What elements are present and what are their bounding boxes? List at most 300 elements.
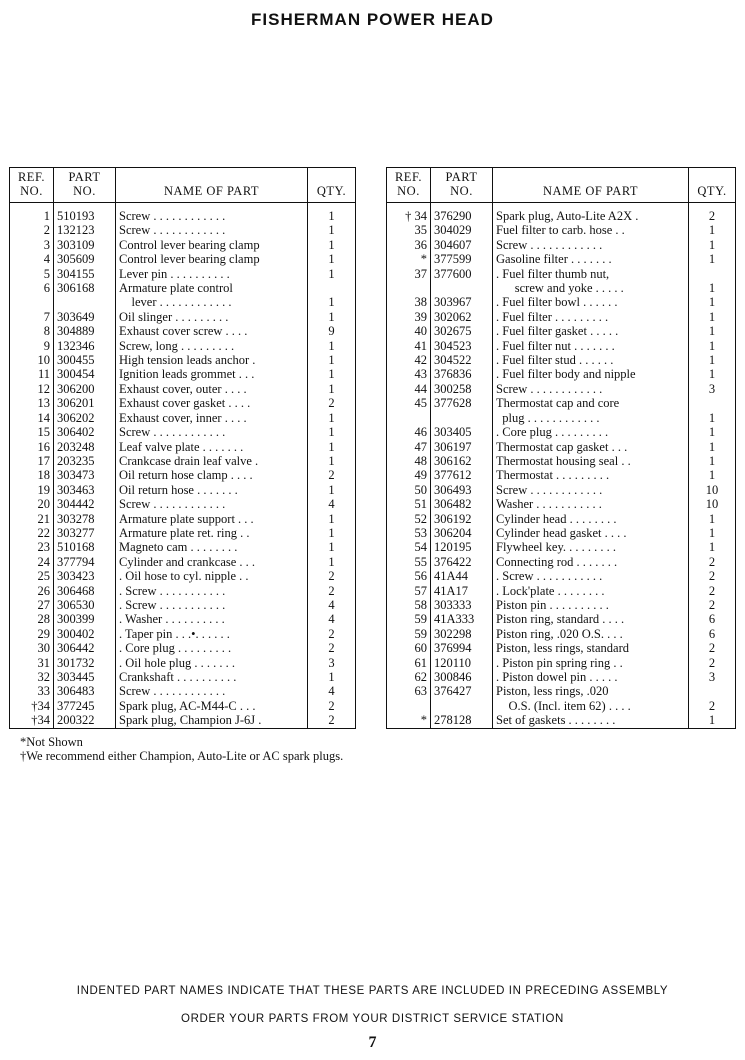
qty-cell: 9 [308,324,356,338]
name-of-part-cell: Exhaust cover screw . . . . [116,324,308,338]
part-no-cell: 303423 [54,569,116,583]
ref-cell: 12 [10,382,54,396]
parts-table-right [386,167,736,729]
part-no-cell: 303405 [431,425,493,439]
ref-cell: 2 [10,223,54,237]
table-row [10,468,356,482]
part-no-cell: 306402 [54,425,116,439]
part-no-cell: 377599 [431,252,493,266]
part-no-cell: 376290 [431,209,493,223]
ref-cell: 38 [387,295,431,309]
name-of-part-cell: . Lock'plate . . . . . . . . [493,584,689,598]
part-no-cell: 377600 [431,267,493,281]
qty-cell: 1 [689,512,736,526]
table-row [10,425,356,439]
qty-cell: 2 [308,468,356,482]
name-of-part-cell: High tension leads anchor . [116,353,308,367]
name-of-part-cell: Thermostat housing seal . . [493,454,689,468]
name-of-part-cell: Screw . . . . . . . . . . . . [116,209,308,223]
name-of-part-cell: Leaf valve plate . . . . . . . [116,440,308,454]
qty-cell: 1 [689,295,736,309]
name-of-part-cell: Screw . . . . . . . . . . . . [493,238,689,252]
name-of-part-cell: . Piston dowel pin . . . . . [493,670,689,684]
name-of-part-header: NAME OF PART [493,168,689,203]
name-of-part-cell: Set of gaskets . . . . . . . . [493,713,689,728]
ref-cell: 7 [10,310,54,324]
name-of-part-cell: Screw . . . . . . . . . . . . [493,382,689,396]
qty-cell: 1 [308,295,356,309]
qty-cell: 1 [689,468,736,482]
name-of-part-cell: Screw . . . . . . . . . . . . [116,425,308,439]
ref-cell: 49 [387,468,431,482]
ref-cell: 40 [387,324,431,338]
name-of-part-cell: Crankcase drain leaf valve . [116,454,308,468]
part-no-cell: 304442 [54,497,116,511]
name-of-part-cell: Oil return hose . . . . . . . [116,483,308,497]
table-row [10,267,356,281]
name-of-part-cell: Armature plate control [116,281,308,295]
part-no-cell: 278128 [431,713,493,728]
qty-cell: 1 [689,540,736,554]
part-no-cell: 303109 [54,238,116,252]
parts-table-left-body [10,203,356,729]
qty-cell: 2 [308,396,356,410]
table-row [10,367,356,381]
name-of-part-cell: . Oil hole plug . . . . . . . [116,656,308,670]
table-row [387,382,736,396]
table-row [387,612,736,626]
table-row [10,497,356,511]
name-of-part-cell: Cylinder head gasket . . . . [493,526,689,540]
part-no-cell: 306493 [431,483,493,497]
qty-cell: 3 [689,670,736,684]
order-parts-note: ORDER YOUR PARTS FROM YOUR DISTRICT SERVICE STATION [181,1013,564,1025]
name-of-part-cell: Spark plug, AC-M44-C . . . [116,699,308,713]
part-no-cell: 306162 [431,454,493,468]
qty-cell: 1 [689,440,736,454]
name-of-part-cell: . Fuel filter body and nipple [493,367,689,381]
part-no-cell [431,281,493,295]
name-of-part-cell: Cylinder head . . . . . . . . [493,512,689,526]
name-of-part-cell: Screw . . . . . . . . . . . . [116,223,308,237]
part-no-cell: 304523 [431,339,493,353]
part-no-cell: 377794 [54,555,116,569]
part-no-cell: 303278 [54,512,116,526]
qty-cell: 1 [308,367,356,381]
table-row [387,699,736,713]
qty-cell: 1 [689,281,736,295]
table-row [10,612,356,626]
table-row [387,684,736,698]
ref-cell: 14 [10,411,54,425]
name-of-part-cell: O.S. (Incl. item 62) . . . . [493,699,689,713]
table-row [10,339,356,353]
part-no-cell: 306530 [54,598,116,612]
table-row [387,468,736,482]
part-no-cell: 302298 [431,627,493,641]
ref-no-header: REF. NO. [387,168,431,203]
ref-cell [387,411,431,425]
table-row [10,699,356,713]
table-row [387,483,736,497]
ref-cell: 54 [387,540,431,554]
ref-cell: 25 [10,569,54,583]
table-row [387,367,736,381]
name-of-part-cell: . Fuel filter bowl . . . . . . [493,295,689,309]
table-row [10,483,356,497]
part-no-cell: 306168 [54,281,116,295]
qty-cell: 1 [308,540,356,554]
ref-cell: 46 [387,425,431,439]
name-of-part-cell: Screw . . . . . . . . . . . . [116,684,308,698]
table-row [387,238,736,252]
qty-cell: 1 [308,454,356,468]
table-row [10,454,356,468]
name-of-part-cell: . Washer . . . . . . . . . . [116,612,308,626]
part-no-cell: 120195 [431,540,493,554]
qty-cell: 4 [308,598,356,612]
table-row [387,569,736,583]
table-row [10,584,356,598]
part-no-cell: 510168 [54,540,116,554]
qty-cell: 2 [308,641,356,655]
parts-table-right-body [387,203,736,729]
qty-cell: 6 [689,612,736,626]
qty-cell: 2 [308,627,356,641]
part-no-cell: 200322 [54,713,116,728]
name-of-part-cell: . Core plug . . . . . . . . . [116,641,308,655]
table-row [10,512,356,526]
table-row [10,540,356,554]
qty-cell: 2 [689,699,736,713]
name-of-part-cell: . Screw . . . . . . . . . . . [493,569,689,583]
ref-cell: 8 [10,324,54,338]
name-of-part-cell: . Fuel filter . . . . . . . . . [493,310,689,324]
ref-cell: 62 [387,670,431,684]
part-no-cell: 306483 [54,684,116,698]
part-no-cell: 300402 [54,627,116,641]
table-row [387,656,736,670]
qty-cell: 2 [689,641,736,655]
qty-cell: 1 [689,526,736,540]
ref-cell: 63 [387,684,431,698]
part-no-cell: 302675 [431,324,493,338]
name-of-part-cell: Piston, less rings, .020 [493,684,689,698]
table-row [387,713,736,728]
qty-cell: 1 [689,310,736,324]
qty-cell [689,684,736,698]
qty-cell: 1 [689,713,736,728]
table-row [387,324,736,338]
part-no-cell: 304607 [431,238,493,252]
name-of-part-cell: Piston ring, .020 O.S. . . . [493,627,689,641]
name-of-part-cell: . Fuel filter thumb nut, [493,267,689,281]
table-row [387,670,736,684]
part-no-cell: 302062 [431,310,493,324]
ref-cell: 1 [10,209,54,223]
ref-cell: 3 [10,238,54,252]
ref-cell: 57 [387,584,431,598]
part-no-cell: 301732 [54,656,116,670]
ref-cell: 11 [10,367,54,381]
qty-cell [308,281,356,295]
table-row [10,440,356,454]
ref-cell: 29 [10,627,54,641]
ref-cell [387,281,431,295]
part-no-cell: 377245 [54,699,116,713]
name-of-part-cell: Thermostat . . . . . . . . . [493,468,689,482]
qty-cell: 2 [308,569,356,583]
qty-cell: 1 [689,339,736,353]
name-of-part-cell: Oil return hose clamp . . . . [116,468,308,482]
table-row [10,627,356,641]
ref-cell: 37 [387,267,431,281]
qty-cell [689,396,736,410]
name-of-part-cell: Control lever bearing clamp [116,238,308,252]
qty-cell: 1 [689,411,736,425]
part-no-cell: 304522 [431,353,493,367]
table-row [10,396,356,410]
ref-cell: 15 [10,425,54,439]
part-no-header: PART NO. [431,168,493,203]
part-no-cell: 377612 [431,468,493,482]
part-no-cell [54,295,116,309]
table-row [10,238,356,252]
ref-cell: 5 [10,267,54,281]
ref-cell: 18 [10,468,54,482]
qty-cell: 1 [308,339,356,353]
ref-cell: 23 [10,540,54,554]
ref-cell: 6 [10,281,54,295]
name-of-part-cell: Thermostat cap and core [493,396,689,410]
name-of-part-cell: plug . . . . . . . . . . . . [493,411,689,425]
name-of-part-cell: . Screw . . . . . . . . . . . [116,598,308,612]
qty-cell: 2 [308,699,356,713]
part-no-cell: 303967 [431,295,493,309]
table-row [10,252,356,266]
name-of-part-cell: . Core plug . . . . . . . . . [493,425,689,439]
table-row [10,295,356,309]
qty-cell: 4 [308,684,356,698]
table-row [10,281,356,295]
ref-cell: 17 [10,454,54,468]
name-of-part-cell: Piston pin . . . . . . . . . . [493,598,689,612]
name-of-part-cell: Crankshaft . . . . . . . . . . [116,670,308,684]
ref-no-header: REF. NO. [10,168,54,203]
ref-cell: 53 [387,526,431,540]
ref-cell: 24 [10,555,54,569]
part-no-cell: 41A333 [431,612,493,626]
ref-cell: † 34 [387,209,431,223]
qty-cell: 2 [308,713,356,728]
name-of-part-cell: Screw . . . . . . . . . . . . [493,483,689,497]
part-no-cell: 41A17 [431,584,493,598]
part-no-cell: 376836 [431,367,493,381]
qty-cell: 2 [689,656,736,670]
table-row [10,223,356,237]
ref-cell: 55 [387,555,431,569]
part-no-cell: 300454 [54,367,116,381]
qty-cell: 1 [689,425,736,439]
ref-cell: 45 [387,396,431,410]
qty-cell: 1 [308,483,356,497]
ref-cell: 27 [10,598,54,612]
name-of-part-cell: Ignition leads grommet . . . [116,367,308,381]
part-no-cell: 120110 [431,656,493,670]
qty-cell: 4 [308,612,356,626]
part-no-cell [431,699,493,713]
table-row [387,353,736,367]
ref-cell: * [387,252,431,266]
ref-cell: 59 [387,612,431,626]
name-of-part-cell: Fuel filter to carb. hose . . [493,223,689,237]
part-no-cell: 306202 [54,411,116,425]
table-row [10,656,356,670]
qty-cell: 1 [308,526,356,540]
ref-cell: 21 [10,512,54,526]
part-no-header: PART NO. [54,168,116,203]
ref-cell: * [387,713,431,728]
part-no-cell: 306482 [431,497,493,511]
name-of-part-cell: lever . . . . . . . . . . . . [116,295,308,309]
part-no-cell: 305609 [54,252,116,266]
qty-cell: 1 [689,353,736,367]
page-number: 7 [368,1034,377,1051]
table-row [387,209,736,223]
qty-cell: 1 [308,209,356,223]
ref-cell: 10 [10,353,54,367]
ref-cell: 41 [387,339,431,353]
ref-cell: 44 [387,382,431,396]
name-of-part-cell: . Screw . . . . . . . . . . . [116,584,308,598]
ref-cell: 13 [10,396,54,410]
qty-cell: 1 [689,238,736,252]
ref-cell [387,699,431,713]
qty-cell: 1 [689,223,736,237]
ref-cell: 19 [10,483,54,497]
qty-cell: 10 [689,497,736,511]
table-row [387,223,736,237]
qty-cell: 4 [308,497,356,511]
part-no-cell: 376427 [431,684,493,698]
table-row [387,281,736,295]
table-row [10,209,356,223]
name-of-part-cell: Connecting rod . . . . . . . [493,555,689,569]
ref-cell: 42 [387,353,431,367]
name-of-part-cell: Exhaust cover, outer . . . . [116,382,308,396]
part-no-cell: 300455 [54,353,116,367]
qty-cell: 1 [308,252,356,266]
qty-header: QTY. [308,168,356,203]
ref-cell: 22 [10,526,54,540]
part-no-cell: 41A44 [431,569,493,583]
table-row [10,598,356,612]
name-of-part-cell: Thermostat cap gasket . . . [493,440,689,454]
name-of-part-cell: . Piston pin spring ring . . [493,656,689,670]
part-no-cell: 376994 [431,641,493,655]
ref-cell: †34 [10,713,54,728]
table-row [387,540,736,554]
qty-cell: 1 [308,267,356,281]
table-row [387,396,736,410]
name-of-part-cell: Control lever bearing clamp [116,252,308,266]
name-of-part-cell: . Fuel filter nut . . . . . . . [493,339,689,353]
name-of-part-cell: Cylinder and crankcase . . . [116,555,308,569]
name-of-part-cell: . Fuel filter gasket . . . . . [493,324,689,338]
qty-cell: 1 [308,440,356,454]
table-row [10,555,356,569]
part-no-cell: 306442 [54,641,116,655]
qty-cell: 1 [308,382,356,396]
table-row [10,569,356,583]
ref-cell: 4 [10,252,54,266]
table-row [10,526,356,540]
qty-cell: 1 [308,555,356,569]
qty-cell: 1 [689,454,736,468]
not-shown-note: *Not Shown [20,735,83,749]
ref-cell: 50 [387,483,431,497]
part-no-cell: 203235 [54,454,116,468]
table-row [387,584,736,598]
name-of-part-cell: Screw, long . . . . . . . . . [116,339,308,353]
qty-cell: 1 [689,367,736,381]
part-no-cell: 376422 [431,555,493,569]
ref-cell: 39 [387,310,431,324]
table-row [10,310,356,324]
part-no-cell: 306197 [431,440,493,454]
name-of-part-cell: . Fuel filter stud . . . . . . [493,353,689,367]
qty-cell: 2 [689,584,736,598]
qty-cell: 1 [308,512,356,526]
table-row [10,684,356,698]
name-of-part-cell: Oil slinger . . . . . . . . . [116,310,308,324]
part-no-cell: 306468 [54,584,116,598]
name-of-part-cell: Gasoline filter . . . . . . . [493,252,689,266]
table-row [387,310,736,324]
table-row [387,598,736,612]
table-row [387,497,736,511]
qty-cell: 2 [689,209,736,223]
name-of-part-cell: Piston, less rings, standard [493,641,689,655]
page-title: FISHERMAN POWER HEAD [251,10,494,29]
ref-cell: 32 [10,670,54,684]
name-of-part-cell: Piston ring, standard . . . . [493,612,689,626]
name-of-part-cell: Spark plug, Auto-Lite A2X . [493,209,689,223]
table-row [10,641,356,655]
table-row [387,526,736,540]
part-no-cell: 203248 [54,440,116,454]
part-no-cell: 304155 [54,267,116,281]
qty-cell: 1 [308,670,356,684]
part-no-cell: 306192 [431,512,493,526]
name-of-part-cell: Screw . . . . . . . . . . . . [116,497,308,511]
qty-cell: 1 [308,425,356,439]
table-row [387,425,736,439]
qty-cell: 3 [689,382,736,396]
part-no-cell: 303649 [54,310,116,324]
part-no-cell: 303277 [54,526,116,540]
qty-cell: 1 [308,238,356,252]
qty-cell: 2 [689,569,736,583]
ref-cell: 16 [10,440,54,454]
part-no-cell: 303473 [54,468,116,482]
ref-cell: 26 [10,584,54,598]
ref-cell: 30 [10,641,54,655]
ref-cell: 59 [387,627,431,641]
part-no-cell: 132346 [54,339,116,353]
table-row [387,267,736,281]
indented-parts-note: INDENTED PART NAMES INDICATE THAT THESE PARTS ARE INCLUDED IN PRECEDING ASSEMBLY [76,985,669,997]
